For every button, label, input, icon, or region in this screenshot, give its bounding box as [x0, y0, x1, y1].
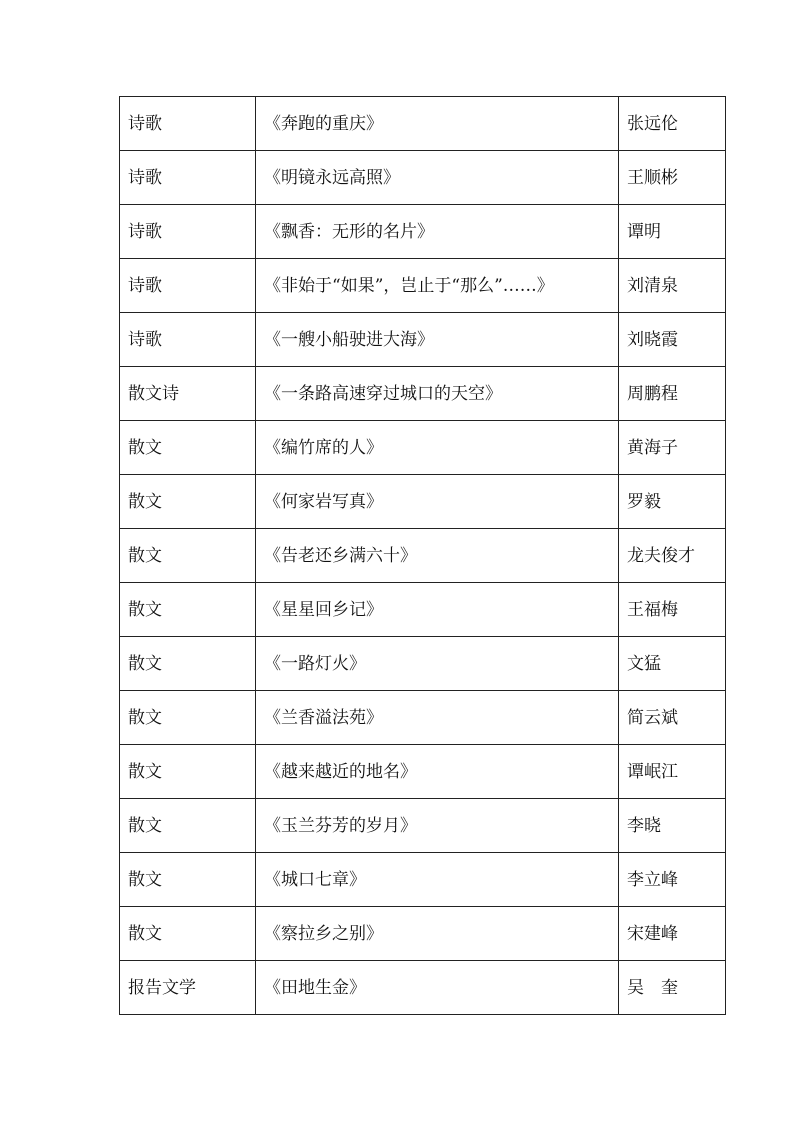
genre-cell: 散文 — [120, 637, 256, 691]
table-row — [120, 907, 726, 961]
author-cell: 简云斌 — [619, 691, 726, 745]
author-cell: 龙夫俊才 — [619, 529, 726, 583]
genre-cell: 散文诗 — [120, 367, 256, 421]
title-cell: 《一路灯火》 — [256, 637, 619, 691]
title-cell: 《明镜永远高照》 — [256, 151, 619, 205]
table-row — [120, 529, 726, 583]
table-row — [120, 313, 726, 367]
title-cell: 《城口七章》 — [256, 853, 619, 907]
table-row — [120, 691, 726, 745]
title-cell: 《告老还乡满六十》 — [256, 529, 619, 583]
table-row — [120, 205, 726, 259]
author-cell: 张远伦 — [619, 97, 726, 151]
genre-cell: 诗歌 — [120, 97, 256, 151]
author-cell: 王福梅 — [619, 583, 726, 637]
genre-cell: 散文 — [120, 475, 256, 529]
title-cell: 《越来越近的地名》 — [256, 745, 619, 799]
author-cell: 文猛 — [619, 637, 726, 691]
author-cell: 李立峰 — [619, 853, 726, 907]
author-cell: 王顺彬 — [619, 151, 726, 205]
works-table — [119, 96, 726, 1015]
table-row — [120, 151, 726, 205]
author-cell: 谭岷江 — [619, 745, 726, 799]
author-cell: 黄海子 — [619, 421, 726, 475]
author-cell: 宋建峰 — [619, 907, 726, 961]
table-row — [120, 745, 726, 799]
table-row — [120, 97, 726, 151]
table-row — [120, 583, 726, 637]
genre-cell: 散文 — [120, 583, 256, 637]
title-cell: 《非始于“如果”，岂止于“那么”……》 — [256, 259, 619, 313]
title-cell: 《何家岩写真》 — [256, 475, 619, 529]
author-cell: 罗毅 — [619, 475, 726, 529]
table-row — [120, 475, 726, 529]
table-row — [120, 421, 726, 475]
genre-cell: 散文 — [120, 745, 256, 799]
genre-cell: 诗歌 — [120, 205, 256, 259]
table-row — [120, 637, 726, 691]
title-cell: 《田地生金》 — [256, 961, 619, 1015]
title-cell: 《一条路高速穿过城口的天空》 — [256, 367, 619, 421]
table-row — [120, 961, 726, 1015]
title-cell: 《察拉乡之别》 — [256, 907, 619, 961]
table-row — [120, 259, 726, 313]
genre-cell: 散文 — [120, 853, 256, 907]
author-cell: 刘清泉 — [619, 259, 726, 313]
genre-cell: 散文 — [120, 799, 256, 853]
title-cell: 《编竹席的人》 — [256, 421, 619, 475]
title-cell: 《一艘小船驶进大海》 — [256, 313, 619, 367]
genre-cell: 散文 — [120, 421, 256, 475]
author-cell: 周鹏程 — [619, 367, 726, 421]
title-cell: 《玉兰芬芳的岁月》 — [256, 799, 619, 853]
author-cell: 李晓 — [619, 799, 726, 853]
genre-cell: 散文 — [120, 907, 256, 961]
title-cell: 《兰香溢法苑》 — [256, 691, 619, 745]
genre-cell: 报告文学 — [120, 961, 256, 1015]
table-row — [120, 799, 726, 853]
genre-cell: 诗歌 — [120, 259, 256, 313]
title-cell: 《奔跑的重庆》 — [256, 97, 619, 151]
title-cell: 《星星回乡记》 — [256, 583, 619, 637]
table-row — [120, 853, 726, 907]
author-cell: 谭明 — [619, 205, 726, 259]
table-row — [120, 367, 726, 421]
genre-cell: 诗歌 — [120, 151, 256, 205]
title-cell: 《飘香：无形的名片》 — [256, 205, 619, 259]
genre-cell: 散文 — [120, 529, 256, 583]
author-cell: 吴 奎 — [619, 961, 726, 1015]
genre-cell: 散文 — [120, 691, 256, 745]
author-cell: 刘晓霞 — [619, 313, 726, 367]
genre-cell: 诗歌 — [120, 313, 256, 367]
works-table-body — [120, 97, 726, 1015]
